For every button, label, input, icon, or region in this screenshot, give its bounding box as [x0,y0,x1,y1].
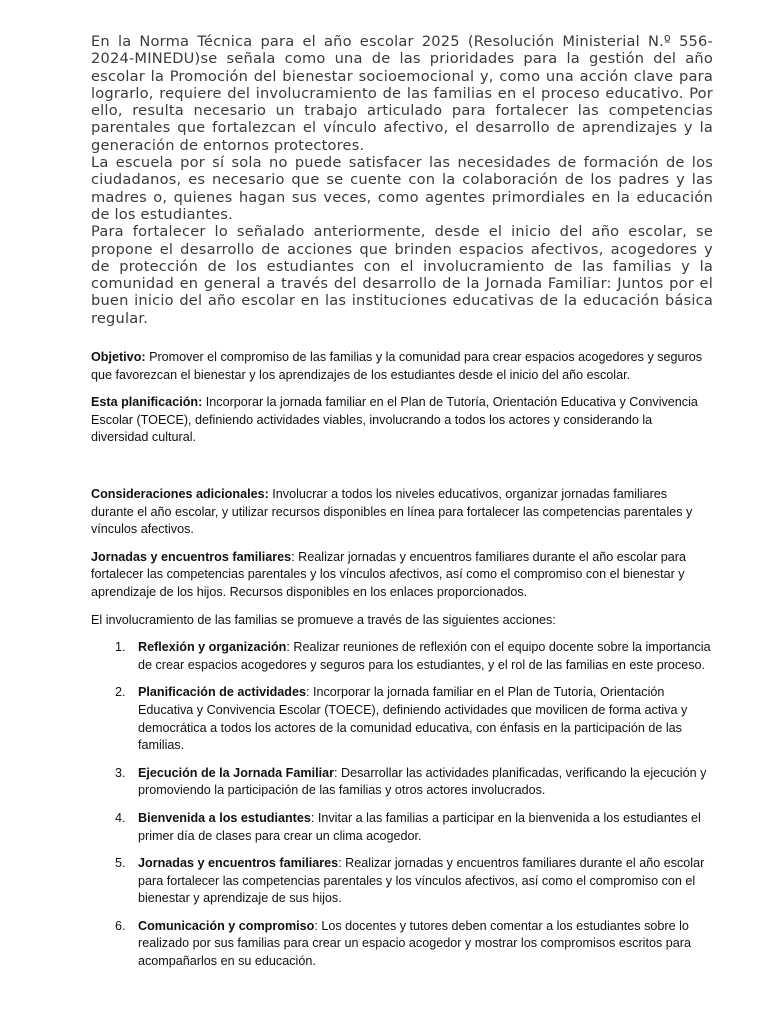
family-days-text: : Realizar jornadas y encuentros familiares durante el año escolar para fortalecer las competencias parentales y los vínculos afectivos, así como el compromiso con el bienestar y aprendizaje de los hijos. Recursos disponibles en los enlaces proporcionados. [91,549,687,599]
family-days-label: Jornadas y encuentros familiares [91,549,292,564]
list-item-text: : Realizar jornadas y encuentros familiares durante el año escolar para fortalecer las competencias parentales y los vínculos afectivos, así como el compromiso con el bienestar y aprendizaje de sus hijos. [138,856,705,906]
planning-label: Esta planificación: [91,395,203,410]
list-item-number: 5. [115,856,126,871]
intro-paragraph-1: En la Norma Técnica para el año escolar 2025 (Resolución Ministerial N.º 556-2024-MINEDU)se señala como una de las prioridades para la gestión del año escolar la Promoción del bienestar socioemocional y, como una acción clave para lograrlo, requiere del involucramiento de las familias en el proceso educativo. Por ello, resulta necesario un trabajo articulado para fortalecer las competencias parentales que fortalezcan el vínculo afectivo, el desarrollo de aprendizajes y la generación de entornos protectores. [91,33,713,154]
list-item [91,684,713,754]
list-item-label: Bienvenida a los estudiantes [138,810,311,825]
list-item-text: : Realizar reuniones de reflexión con el equipo docente sobre la importancia de crear espacios acogedores y seguros para los estudiantes, y el rol de las familias en este proceso. [138,640,711,672]
considerations-paragraph [91,486,713,539]
list-item [91,918,713,971]
planning-paragraph [91,394,713,447]
list-item [91,765,713,800]
considerations-label: Consideraciones adicionales: [91,487,269,501]
list-item-label: Comunicación y compromiso [138,918,315,933]
list-item-text: : Incorporar la jornada familiar en el Plan de Tutoría, Orientación Educativa y Convivencia Escolar (TOECE), definiendo actividades que movilicen de forma activa y democrática a todos los actores de la comunidad educativa, con énfasis en la participación de las familias. [138,685,688,753]
list-item-text: : Invitar a las familias a participar en la bienvenida a los estudiantes el primer día de clases para crear un clima acogedor. [138,810,701,843]
list-item-number: 1. [115,640,126,655]
list-item [91,810,713,845]
objective-block [91,349,713,447]
list-item-number: 4. [115,810,126,825]
planning-text: Incorporar la jornada familiar en el Plan de Tutoría, Orientación Educativa y Convivencia Escolar (TOECE), definiendo actividades viables, involucrando a todos los actores y considerando la diversidad cultural. [91,395,698,445]
objective-label: Objetivo: [91,350,146,364]
list-item-label: Reflexión y organización [138,640,287,655]
considerations-text: Involucrar a todos los niveles educativos, organizar jornadas familiares durante el año escolar, y utilizar recursos disponibles en línea para fortalecer las competencias parentales y vínculos afectivos. [91,487,693,537]
intro-paragraph-3: Para fortalecer lo señalado anteriormente, desde el inicio del año escolar, se propone el desarrollo de acciones que brinden espacios afectivos, acogedores y de protección de los estudiantes con el involucramiento de las familias y la comunidad en general a través del desarrollo de la Jornada Familiar: Juntos por el buen inicio del año escolar en las instituciones educativas de la educación básica regular. [91,223,713,327]
list-item-number: 3. [115,765,126,780]
list-item-number: 6. [115,918,126,933]
list-item-label: Jornadas y encuentros familiares [138,856,339,871]
objective-text: Promover el compromiso de las familias y la comunidad para crear espacios acogedores y seguros que favorezcan el bienestar y los aprendizajes de los estudiantes desde el inicio del año escolar. [91,350,703,382]
list-item-label: Ejecución de la Jornada Familiar [138,765,334,780]
intro-paragraph-2: La escuela por sí sola no puede satisfacer las necesidades de formación de los ciudadanos, es necesario que se cuente con la colaboración de los padres y las madres o, quienes hagan sus veces, como agentes primordiales en la educación de los estudiantes. [91,154,713,223]
list-item [91,639,713,674]
list-item-text: : Los docentes y tutores deben comentar a los estudiantes sobre lo realizado por sus familias para crear un espacio acogedor y mostrar los compromisos escritos para acompañarlos en su educación. [138,918,691,969]
details-block [91,486,713,981]
list-item [91,855,713,908]
list-item-label: Planificación de actividades [138,685,306,700]
actions-lead: El involucramiento de las familias se promueve a través de las siguientes acciones: [91,612,556,627]
objective-paragraph [91,349,713,384]
list-item-number: 2. [115,685,126,700]
list-item-text: : Desarrollar las actividades planificadas, verificando la ejecución y promoviendo la participación de las familias y otros actores involucrados. [138,765,707,798]
actions-list [91,639,713,971]
intro-section [91,33,713,327]
family-days-paragraph [91,549,713,602]
